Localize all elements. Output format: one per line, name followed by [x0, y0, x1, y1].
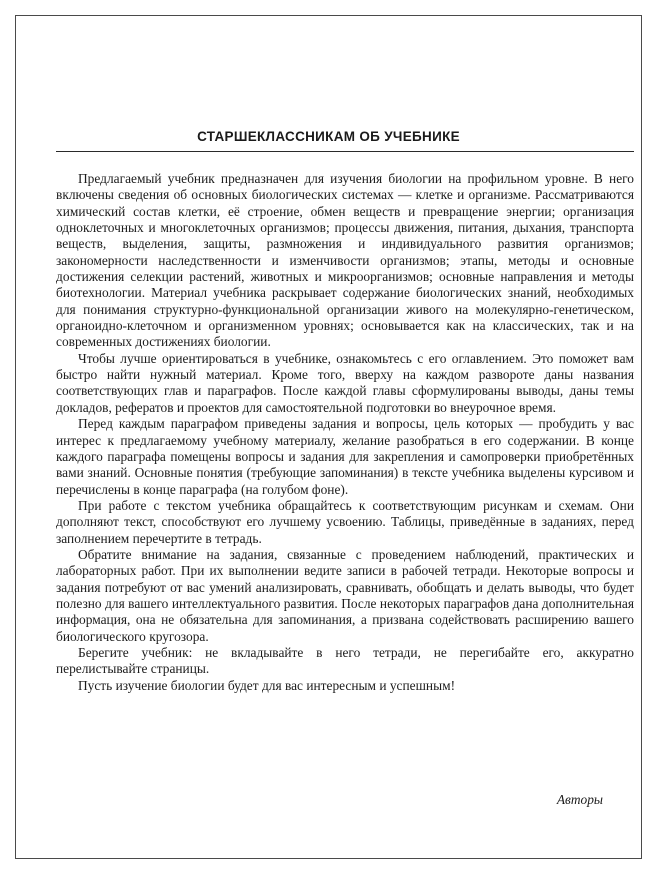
page-title: СТАРШЕКЛАССНИКАМ ОБ УЧЕБНИКЕ: [197, 129, 460, 144]
paragraph-6: Берегите учебник: не вкладывайте в него тетради, не перегибайте его, аккуратно перелистывайте страницы.: [56, 644, 634, 677]
title-divider: [56, 151, 634, 152]
paragraph-7: Пусть изучение биологии будет для вас интересным и успешным!: [78, 677, 456, 693]
paragraph-5: Обратите внимание на задания, связанные с проведением наблюдений, практических и лабораторных работ. При их выполнении ведите записи в рабочей тетради. Некоторые вопросы и задания потребуют от вас умений анализировать, сравнивать, обобщать и делать выводы, что будет полезно для вашего интеллектуального развития. После некоторых параграфов дана дополнительная информация, она не обязательна для запоминания, а призвана содействовать расширению вашего биологического кругозора.: [56, 546, 634, 644]
authors-signature: Авторы: [556, 792, 603, 807]
paragraph-4: При работе с текстом учебника обращайтесь к соответствующим рисункам и схемам. Они дополняют текст, способствуют его лучшему усвоению. Таблицы, приведённые в заданиях, перед заполнением перечертите в тетрадь.: [56, 497, 634, 546]
paragraph-3: Перед каждым параграфом приведены задания и вопросы, цель которых — пробудить у вас интерес к предлагаемому учебному материалу, желание разобраться в его содержании. В конце каждого параграфа помещены вопросы и задания для закрепления и самопроверки приобретённых вами знаний. Основные понятия (требующие запоминания) в тексте учебника выделены курсивом и перечислены в конце параграфа (на голубом фоне).: [56, 416, 634, 497]
paragraph-1: Предлагаемый учебник предназначен для изучения биологии на профильном уровне. В него включены сведения об основных биологических системах — клетке и организме. Рассматриваются химический состав клетки, её строение, обмен веществ и превращение энергии; организация одноклеточных и многоклеточных организмов; процессы движения, питания, дыхания, транспорта веществ, выделения, защиты, размножения и индивидуального развития организмов; закономерности наследственности и изменчивости организмов; этапы, методы и основные достижения селекции растений, животных и микроорганизмов; основные направления и методы биотехнологии. Материал учебника раскрывает содержание биологических знаний, необходимых для понимания структурно-функциональной организации живого на молекулярно-генетическом, органоидно-клеточном и организменном уровнях; основывается как на классических, так и на современных достижениях биологии.: [56, 171, 634, 350]
paragraph-2: Чтобы лучше ориентироваться в учебнике, ознакомьтесь с его оглавлением. Это поможет вам быстро найти нужный материал. Кроме того, вверху на каждом развороте даны названия соответствующих глав и параграфов. После каждой главы сформулированы выводы, даны темы докладов, рефератов и проектов для самостоятельной подготовки во внеурочное время.: [56, 350, 634, 415]
page-frame: [15, 15, 642, 859]
body-text: [56, 171, 634, 694]
